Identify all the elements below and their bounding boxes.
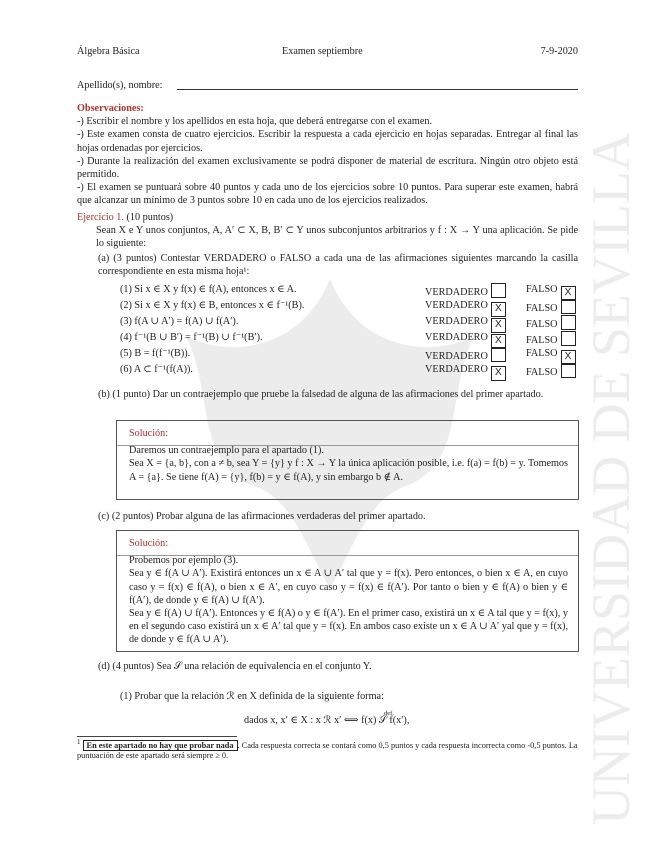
- true-checkbox[interactable]: X: [491, 366, 506, 381]
- statement-text: (1) Si x ∈ X y f(x) ∈ f(A), entonces x ∈ A.: [120, 284, 297, 295]
- true-checkbox[interactable]: [491, 283, 506, 298]
- solution-b: [116, 420, 579, 500]
- statement-text: (4) f⁻¹(B ∪ B′) = f⁻¹(B) ∪ f⁻¹(B′).: [120, 332, 263, 343]
- true-checkbox[interactable]: X: [491, 318, 506, 333]
- true-label: VERDADERO: [425, 300, 488, 311]
- false-option: [526, 299, 576, 315]
- exam-title: Examen septiembre: [282, 46, 363, 57]
- true-checkbox[interactable]: X: [491, 334, 506, 349]
- part-b: (b) (1 punto) Dar un contraejemplo que pruebe la falsedad de alguna de las afirmaciones del primer apartado.: [98, 389, 544, 400]
- false-label: FALSO: [526, 284, 558, 295]
- name-field[interactable]: [77, 79, 578, 93]
- statement-text: (5) B = f(f⁻¹(B)).: [120, 348, 191, 359]
- obs-line-3: -) Durante la realización del examen exclusivamente se podrá disponer de material de escritura. Ningún otro objeto está permitido.: [77, 155, 578, 181]
- false-label: FALSO: [526, 319, 558, 330]
- footnote-bold: En este apartado no hay que probar nada: [83, 740, 238, 751]
- false-label: FALSO: [526, 367, 558, 378]
- exercise-title: Ejercicio 1.: [77, 212, 124, 223]
- true-label: VERDADERO: [425, 316, 488, 327]
- solution-text: Sea y ∈ f(A ∪ A′). Existirá entonces un x ∈ A ∪ A′ tal que y = f(x). Pero entonces, o bien x ∈ A, en cuyo caso y = f(x) ∈ f(A), o bien x ∈ A′, en cuyo caso y = f(x) ∈ f(A′). Por tanto o bien y ∈ f(A) o bien y ∈ f(A′), de donde y ∈ f(A) ∪ f(A′).: [129, 568, 568, 606]
- true-checkbox[interactable]: [491, 347, 506, 362]
- solution-title: Solución:: [129, 428, 169, 439]
- footnote-rule: [77, 736, 237, 737]
- true-option: [425, 347, 506, 363]
- watermark: [581, 30, 641, 830]
- footnote-mark: 1: [77, 739, 81, 746]
- watermark-text: UNIVERSIDAD DE SEVILLA: [581, 132, 641, 825]
- obs-line-2: -) Este examen consta de cuatro ejercicios. Escribir la respuesta a cada ejercicio en hojas separadas. Entregar al final las hojas ordenadas por ejercicios.: [77, 129, 578, 154]
- solution-text: Sea X = {a, b}, con a ≠ b, sea Y = {y} y f : X → Y la única aplicación posible, i.e. f(a) = f(b) = y. Tomemos A = {a}. Se tiene f(A) = {y}, f(b) = y ∈ f(A), y sin embargo b ∉ A.: [129, 458, 568, 483]
- definition-formula: [244, 710, 544, 727]
- true-option: [425, 283, 506, 299]
- statement-text: (2) Si x ∈ X y f(x) ∈ B, entonces x ∈ f⁻¹(B).: [120, 300, 305, 311]
- true-label: VERDADERO: [425, 364, 488, 375]
- false-option: [526, 363, 576, 379]
- solution-text: Daremos un contraejemplo para el apartado (1).: [129, 445, 324, 457]
- exam-date: 7-9-2020: [540, 46, 578, 57]
- part-a: (a) (3 puntos) Contestar VERDADERO o FALSO a cada una de las afirmaciones siguientes marcando la casilla correspondiente en esta misma hoja¹:: [98, 253, 578, 278]
- solution-divider: [117, 445, 578, 446]
- true-label: VERDADERO: [425, 287, 488, 298]
- solution-divider: [117, 555, 578, 556]
- false-option: [526, 331, 576, 347]
- formula-def-mark: def.: [384, 710, 394, 717]
- false-checkbox[interactable]: [561, 299, 576, 314]
- formula-text: dados x, x′ ∈ X : x ℛ x′ ⟺ f(x) 𝒮 f(x′),: [244, 715, 410, 726]
- false-checkbox[interactable]: [561, 315, 576, 330]
- part-d1: (1) Probar que la relación ℛ en X definida de la siguiente forma:: [120, 691, 384, 702]
- obs-line-1: -) Escribir el nombre y los apellidos en esta hoja, que deberá entregarse con el examen.: [77, 116, 433, 128]
- obs-line-4: -) El examen se puntuará sobre 40 puntos y cada uno de los ejercicios sobre 10 puntos. Para superar este examen, habrá que alcanzar un mínimo de 3 puntos sobre 10 en cada uno de los ejercicios realizados.: [77, 182, 578, 207]
- footnote-text: . Cada respuesta correcta se contará como 0,5 puntos y cada respuesta incorrecta como -0,5 puntos. La puntuación de este apartado será siempre ≥ 0.: [77, 740, 578, 761]
- part-d: (d) (4 puntos) Sea 𝒮 una relación de equivalencia en el conjunto Y.: [98, 661, 372, 672]
- checkbox-columns: [0, 283, 655, 383]
- observaciones-title: Observaciones:: [77, 103, 144, 114]
- solution-text: Probemos por ejemplo (3).: [129, 555, 239, 567]
- true-checkbox[interactable]: X: [491, 302, 506, 317]
- name-label: Apellido(s), nombre:: [77, 80, 163, 91]
- course-title: Álgebra Básica: [77, 46, 140, 57]
- false-label: FALSO: [526, 335, 558, 346]
- solution-c: [116, 530, 579, 652]
- exercise-statement: Sean X e Y unos conjuntos, A, A′ ⊂ X, B, B′ ⊂ Y unos subconjuntos arbitrarios y f : X → Y una aplicación. Se pide lo siguiente:: [96, 225, 578, 250]
- false-label: FALSO: [526, 303, 558, 314]
- true-option: [425, 363, 506, 381]
- true-label: VERDADERO: [425, 332, 488, 343]
- solution-text: Sea y ∈ f(A) ∪ f(A′). Entonces y ∈ f(A) o y ∈ f(A′). En el primer caso, existirá un x ∈ A tal que y = f(x), y en el segundo caso existirá un x ∈ A′ tal que y = f(x). En ambos caso existe un x ∈ A ∪ A′ yal que y = f(x), de donde y ∈ f(A ∪ A′).: [129, 608, 568, 646]
- solution-title: Solución:: [129, 538, 169, 549]
- observaciones: [77, 102, 578, 208]
- part-c: (c) (2 puntos) Probar alguna de las afirmaciones verdaderas del primer apartado.: [98, 511, 426, 522]
- exercise-points: (10 puntos): [126, 212, 174, 223]
- name-line: [177, 89, 578, 90]
- false-option: [526, 315, 576, 331]
- exercise-heading: [77, 211, 578, 224]
- false-checkbox[interactable]: [561, 331, 576, 346]
- false-checkbox[interactable]: [561, 363, 576, 378]
- statement-text: (6) A ⊂ f⁻¹(f(A)).: [120, 364, 193, 375]
- statement-text: (3) f(A ∪ A′) = f(A) ∪ f(A′).: [120, 316, 239, 327]
- false-checkbox[interactable]: X: [561, 350, 576, 365]
- false-label: FALSO: [526, 348, 558, 359]
- true-label: VERDADERO: [425, 351, 488, 362]
- page-header: [77, 45, 578, 59]
- footnote: [77, 738, 578, 762]
- false-checkbox[interactable]: X: [561, 286, 576, 301]
